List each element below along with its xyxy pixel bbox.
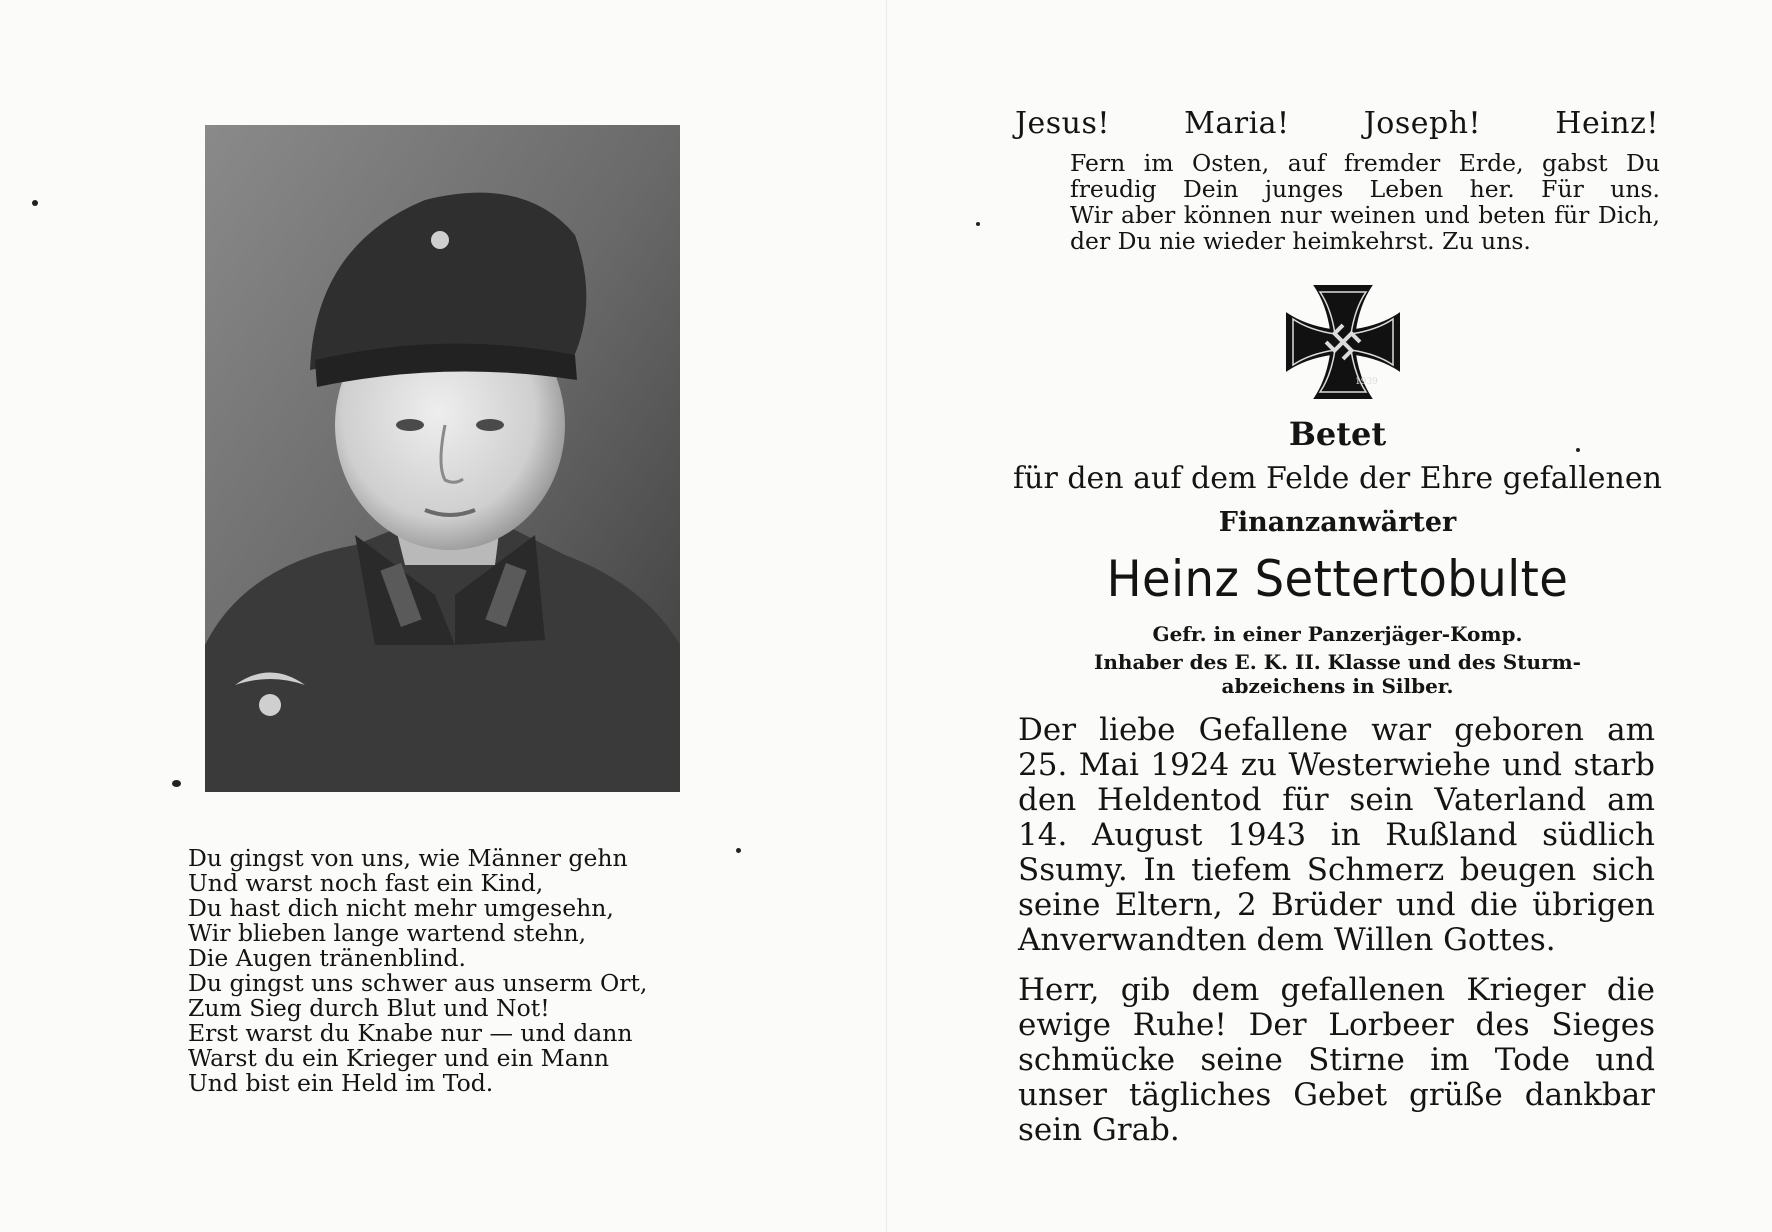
poem bbox=[188, 846, 688, 1096]
poem-line: Warst du ein Krieger und ein Mann bbox=[188, 1044, 610, 1072]
intro-line: der Du nie wieder heimkehrst. Zu uns. bbox=[1070, 227, 1531, 255]
name-joseph: Joseph! bbox=[1363, 106, 1482, 141]
intro-line: Fern im Osten, auf fremder Erde, gabst Du bbox=[1070, 149, 1660, 177]
cross-year-label: 1939 bbox=[1355, 377, 1378, 387]
decorations bbox=[1010, 650, 1665, 698]
intro-line: Wir aber können nur weinen und beten für Dich, bbox=[1070, 201, 1660, 229]
ink-speck bbox=[172, 780, 181, 787]
prayer-line: Herr, gib dem gefallenen Krieger die bbox=[1018, 972, 1655, 1008]
intro-line: freudig Dein junges Leben her. Für uns. bbox=[1070, 175, 1660, 203]
bio-line: 25. Mai 1924 zu Westerwiehe und starb bbox=[1018, 747, 1655, 783]
poem-line: Wir blieben lange wartend stehn, bbox=[188, 919, 587, 947]
portrait-illustration bbox=[205, 125, 680, 792]
name-heinz: Heinz! bbox=[1555, 106, 1659, 141]
bio-line: Der liebe Gefallene war geboren am bbox=[1018, 712, 1655, 748]
holy-names-header bbox=[1015, 106, 1659, 141]
unit-line: Gefr. in einer Panzerjäger-Komp. bbox=[1152, 622, 1523, 646]
poem-line: Du hast dich nicht mehr umgesehn, bbox=[188, 894, 614, 922]
poem-line: Du gingst von uns, wie Männer gehn bbox=[188, 844, 628, 872]
deceased-name: Heinz Settertobulte bbox=[1106, 550, 1569, 608]
prayer-line: sein Grab. bbox=[1018, 1112, 1180, 1148]
bio-line: Anverwandten dem Willen Gottes. bbox=[1018, 922, 1556, 958]
decoration-line: abzeichens in Silber. bbox=[1221, 674, 1454, 698]
closing-prayer bbox=[1018, 973, 1655, 1148]
poem-line: Und bist ein Held im Tod. bbox=[188, 1069, 494, 1097]
prayer-intro: für den auf dem Felde der Ehre gefallenen bbox=[1013, 461, 1662, 496]
betet-heading: Betet bbox=[1288, 415, 1387, 453]
intro-verse bbox=[1070, 151, 1660, 255]
soldier-portrait-photo bbox=[205, 125, 680, 792]
fold-line bbox=[886, 0, 887, 1232]
poem-line: Und warst noch fast ein Kind, bbox=[188, 869, 544, 897]
ink-speck bbox=[976, 222, 980, 226]
iron-cross-icon bbox=[1285, 284, 1401, 400]
poem-line: Zum Sieg durch Blut und Not! bbox=[188, 994, 550, 1022]
poem-line: Du gingst uns schwer aus unserm Ort, bbox=[188, 969, 648, 997]
name-maria: Maria! bbox=[1184, 106, 1290, 141]
ink-speck bbox=[736, 848, 741, 853]
prayer-line: unser tägliches Gebet grüße dankbar bbox=[1018, 1077, 1655, 1113]
prayer-line: ewige Ruhe! Der Lorbeer des Sieges bbox=[1018, 1007, 1655, 1043]
poem-line: Die Augen tränenblind. bbox=[188, 944, 466, 972]
poem-line: Erst warst du Knabe nur — und dann bbox=[188, 1019, 633, 1047]
rank-title: Finanzanwärter bbox=[1218, 507, 1457, 538]
ink-speck bbox=[32, 200, 38, 206]
bio-line: 14. August 1943 in Rußland südlich bbox=[1018, 817, 1655, 853]
name-jesus: Jesus! bbox=[1015, 106, 1110, 141]
bio-line: seine Eltern, 2 Brüder und die übrigen bbox=[1018, 887, 1655, 923]
decoration-line: Inhaber des E. K. II. Klasse und des Sturm- bbox=[1094, 650, 1581, 674]
ink-speck bbox=[1576, 448, 1580, 452]
bio-line: den Heldentod für sein Vaterland am bbox=[1018, 782, 1655, 818]
prayer-line: schmücke seine Stirne im Tode und bbox=[1018, 1042, 1655, 1078]
bio-line: Ssumy. In tiefem Schmerz beugen sich bbox=[1018, 852, 1655, 888]
biography bbox=[1018, 713, 1655, 958]
